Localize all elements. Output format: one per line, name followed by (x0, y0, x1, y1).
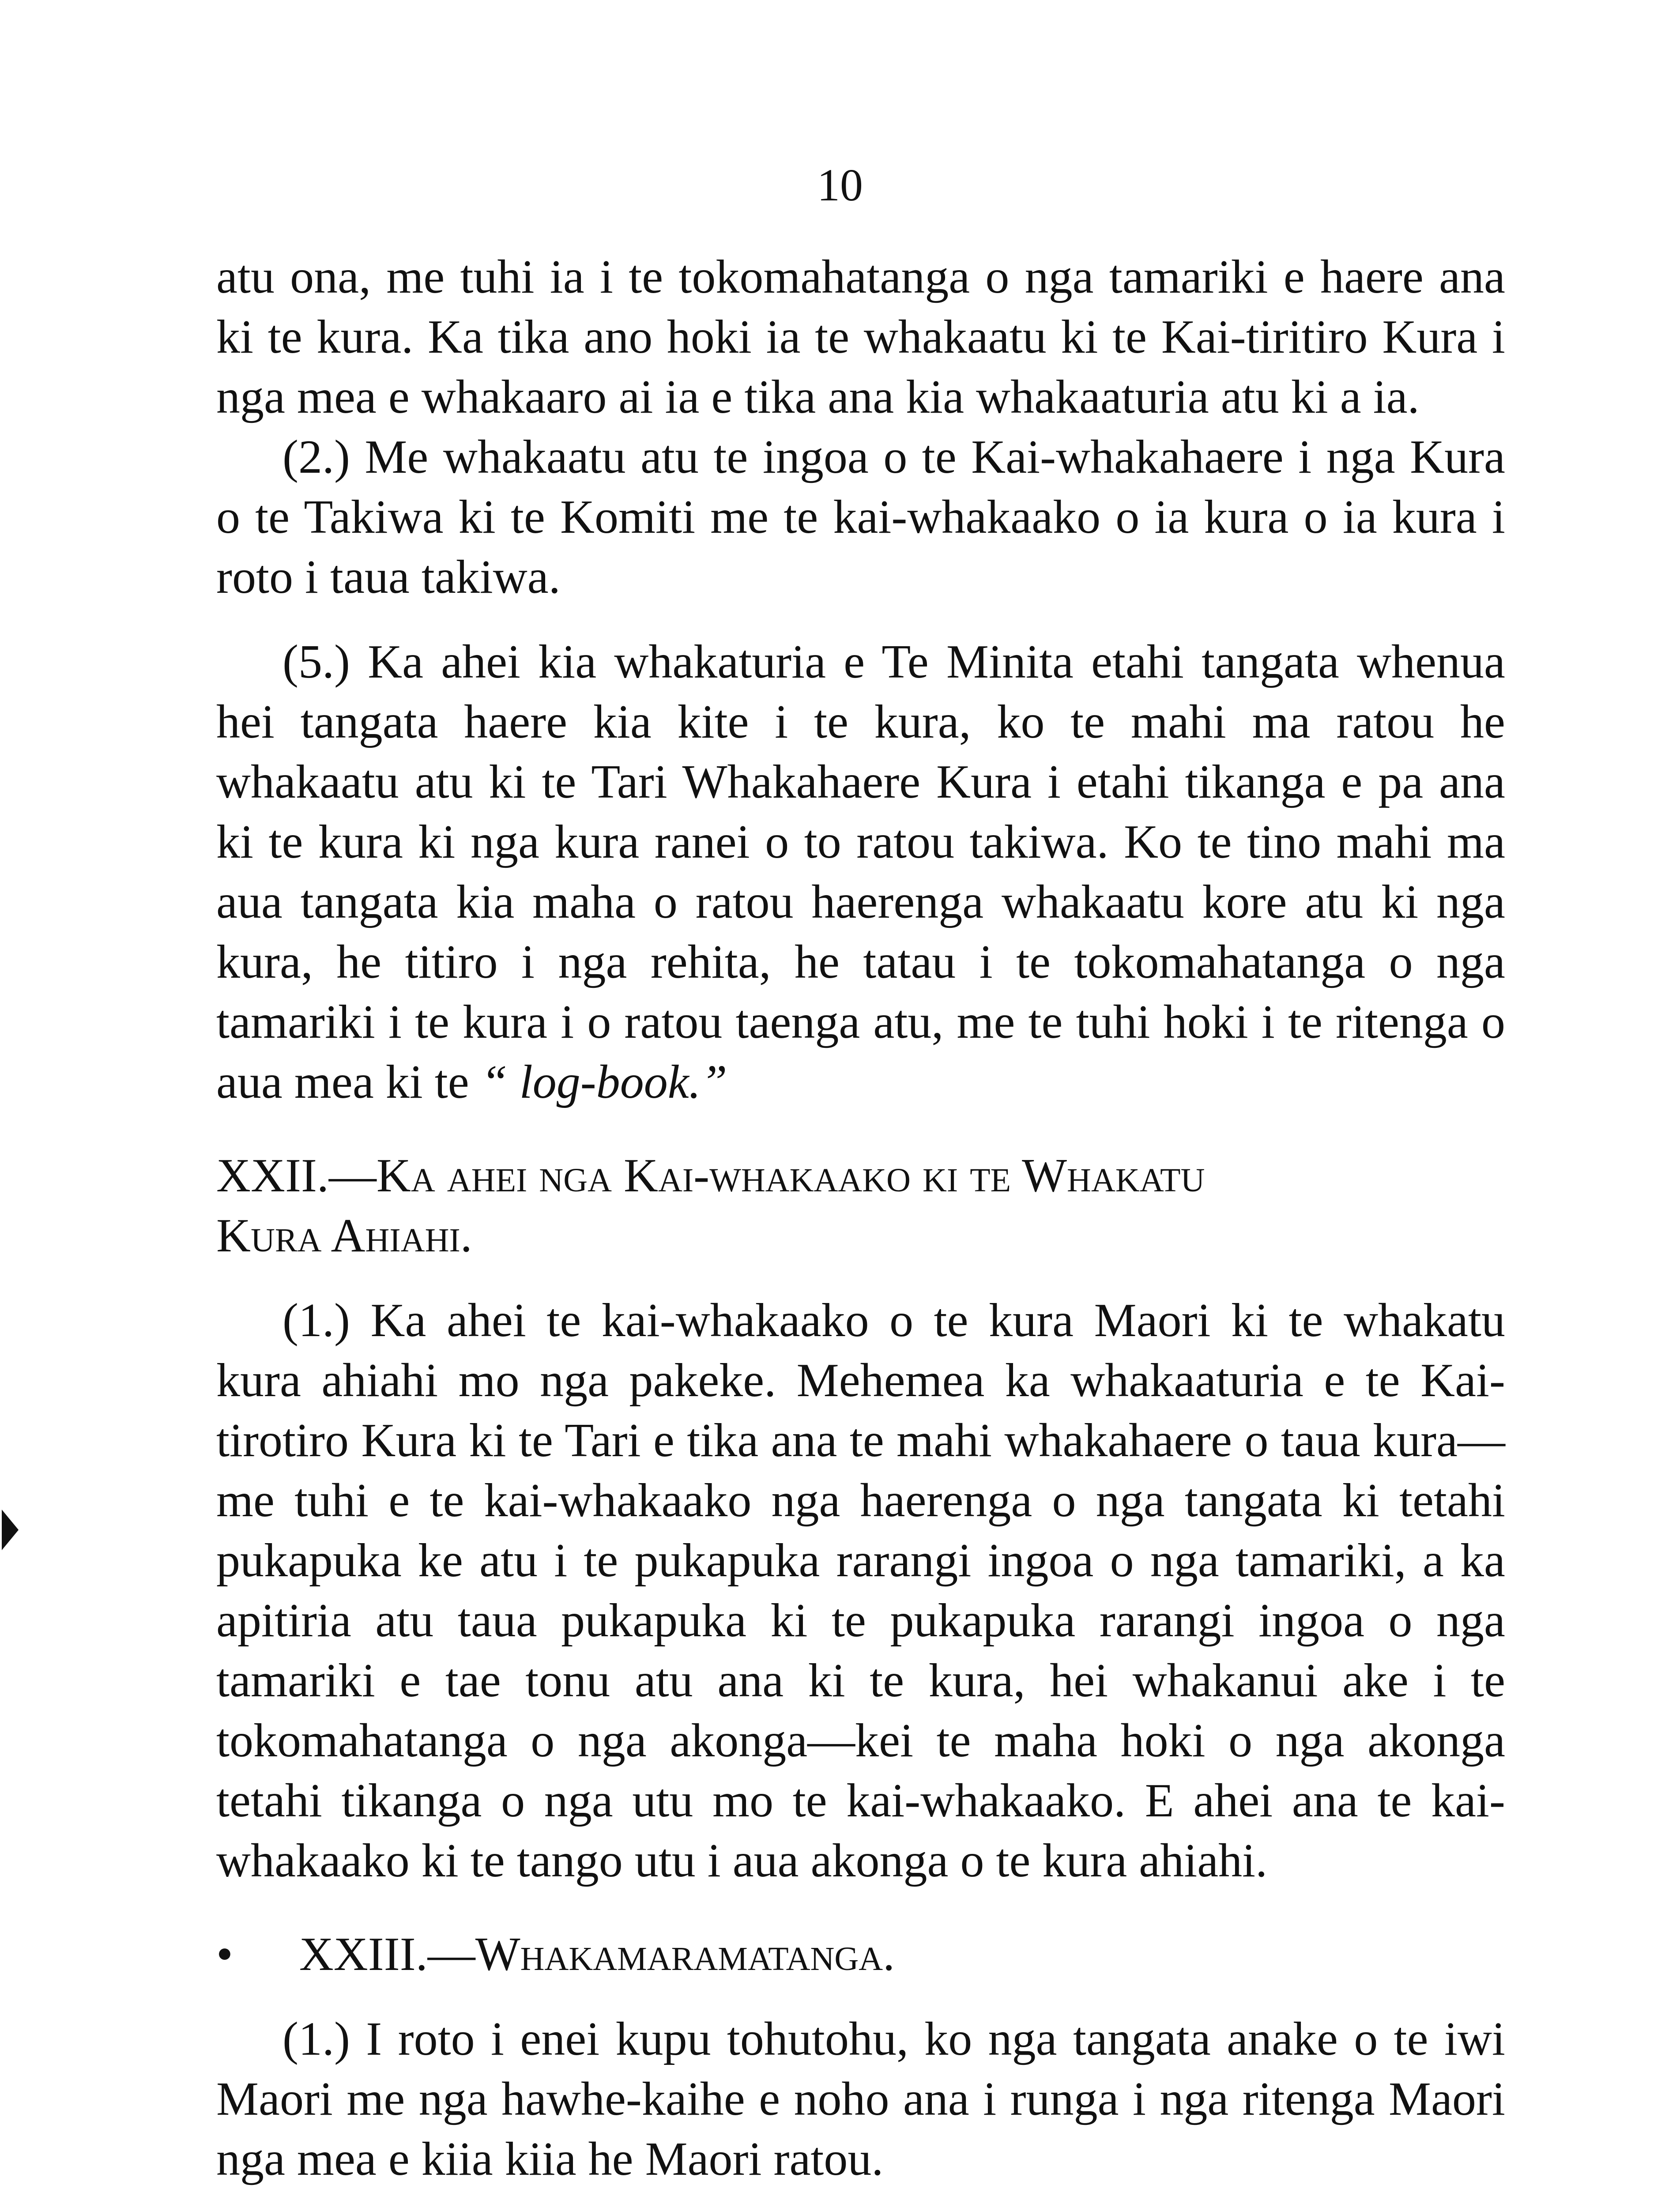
section-heading-xxii (216, 1146, 1505, 1266)
paragraph-clause-5 (216, 632, 1505, 1112)
bullet-mark: • (216, 1928, 233, 1981)
section-xxii-dash: — (328, 1149, 377, 1202)
log-book-term: “ log-book.” (481, 1056, 727, 1108)
section-xxii-numeral: XXII. (216, 1149, 329, 1202)
paragraph-clause-2: (2.) Me whakaatu atu te ingoa o te Kai-whakahaere i nga Kura o te Takiwa ki te Komiti me te kai-whakaako o ia kura o ia kura i roto i taua takiwa. (216, 431, 1505, 603)
body-text (216, 247, 1505, 2207)
section-heading-xxiii (216, 1925, 1505, 1985)
section-xxii-title-line2: Kura Ahiahi. (216, 1209, 472, 1262)
clause-5-text: (5.) Ka ahei kia whakaturia e Te Minita etahi tangata whenua hei tangata haere kia kite i te kura, ko te mahi ma ratou he whakaatu atu ki te Tari Whakahaere Kura i etahi tikanga e pa ana ki te kura ki nga kura ranei o to ratou takiwa. Ko te tino mahi ma aua tangata kia maha o ratou haerenga whakaatu kore atu ki nga kura, he titiro i nga rehita, he tatau i te tokomahatanga o nga tamariki i te kura i o ratou taenga atu, me te tuhi hoki i te ritenga o aua mea ki te (216, 636, 1505, 1108)
section-xxiii-title: Whakamaramatanga. (475, 1928, 895, 1981)
paragraph-continuation: atu ona, me tuhi ia i te tokomahatanga o nga tamariki e haere ana ki te kura. Ka tika ano hoki ia te whakaatu ki te Kai-tiritiro Kura i nga mea e whakaaro ai ia e tika ana kia whakaaturia atu ki a ia. (216, 251, 1505, 423)
section-xxiii-numeral: XXIII. (299, 1928, 428, 1981)
margin-arrow-mark (2, 1510, 19, 1550)
page-number: 10 (817, 160, 863, 211)
paragraph-xxiii-clause-1: (1.) I roto i enei kupu tohutohu, ko nga tangata anake o te iwi Maori me nga hawhe-kaihe e noho ana i runga i nga ritenga Maori nga mea e kiia kiia he Maori ratou. (216, 2013, 1505, 2185)
section-xxiii-dash: — (427, 1928, 475, 1981)
section-xxii-line2 (216, 1206, 1505, 1266)
section-xxii-line1 (216, 1146, 1505, 1206)
paragraph-xxii-clause-1: (1.) Ka ahei te kai-whakaako o te kura Maori ki te whakatu kura ahiahi mo nga pakeke. Mehemea ka whakaaturia e te Kai-tirotiro Kura ki te Tari e tika ana te mahi whakahaere o taua kura—me tuhi e te kai-whakaako nga haerenga o nga tangata ki tetahi pukapuka ke atu i te pukapuka rarangi ingoa o nga tamariki, a ka apitiria atu taua pukapuka ki te pukapuka rarangi ingoa o nga tamariki e tae tonu atu ana ki te kura, hei whakanui ake i te tokomahatanga o nga akonga—kei te maha hoki o nga akonga tetahi tikanga o nga utu mo te kai-whakaako. E ahei ana te kai-whakaako ki te tango utu i aua akonga o te kura ahiahi. (216, 1294, 1505, 1887)
section-xxii-title-line1: Ka ahei nga Kai-whakaako ki te Whakatu (376, 1149, 1205, 1202)
